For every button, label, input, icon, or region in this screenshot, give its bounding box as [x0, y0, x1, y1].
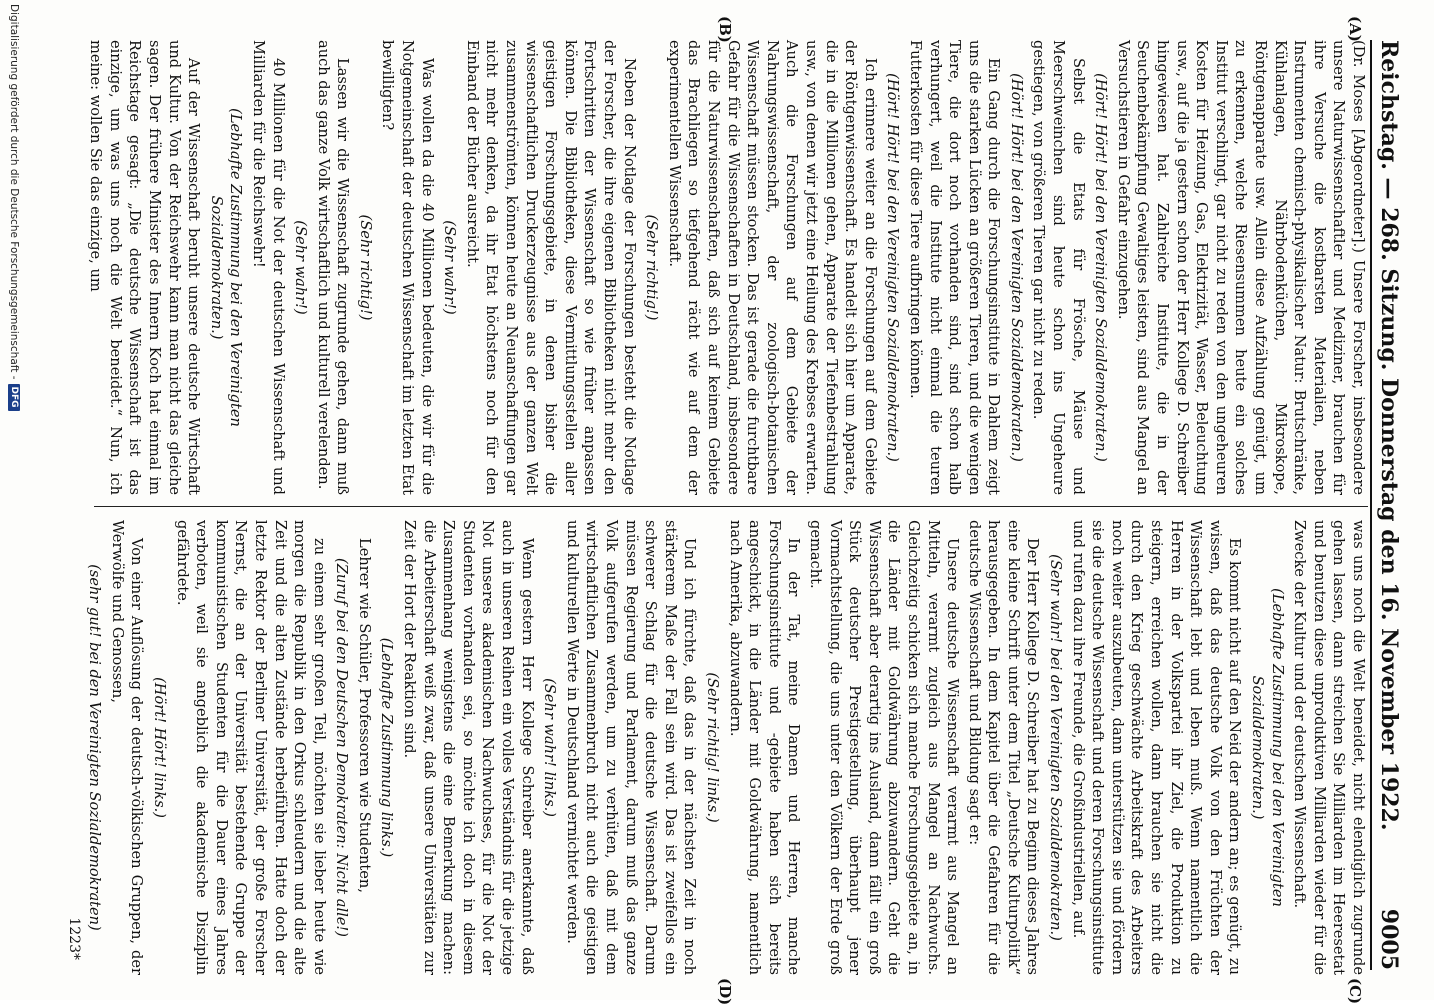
column-divider [94, 506, 1368, 507]
header-title: Reichstag. — 268. Sitzung. Donnerstag den 16. November 1922. [1376, 40, 1402, 831]
interjection: (Sehr wahr!) [441, 220, 459, 315]
paragraph: Lassen wir die Wissenschaft zugrunde gehen, dann muß auch das ganze Volk wirtschaftlich und kulturell verelenden. [314, 40, 352, 495]
paragraph: Ich erinnere weiter an die Forschungen auf dem Gebiete der Röntgenwissenschaft. Es handelt sich hier um Apparate, die in die Millionen gehen, Apparate der Tiefenbestrahlung usw., von denen wir jetzt eine Heilung des Krebses erwarten. Auch die Forschungen auf dem Gebiete der Nahrungswissenschaft, der zoologisch-botanischen Wissenschaft müssen stocken. Das ist gerade die furchtbare Gefahr für die Wissenschaften in Deutschland, insbesondere für die Naturwissenschaften, daß sich auf keinem Gebiete das Brachliegen so tiefgehend rächt wie auf dem der experimentellen Wissenschaft. [665, 40, 879, 495]
paragraph: zu einem sehr großen Teil, möchten sie lieber heute wie morgen die Republik in den Orkus schleudern und die alte Zeit und die alten Zustände herbeiführen. Hatte doch der letzte Rektor der Berliner Universität, der große Forscher Nernst, die an der Universität bestehende Gruppe der kommunistischen Studenten für die Dauer eines Jahres verboten, weil sie angeblich die akademische Disziplin gefährdete. [173, 520, 328, 975]
left-column [87, 40, 1368, 495]
interjection: (Sehr richtig!) [356, 214, 374, 321]
paragraph: Neben der Notlage der Forschungen besteht die Notlage der Forscher, die ihre eigenen Bibliotheken nicht mehr den Fortschritten der Wissenschaft so wie früher anpassen können. Die Bibliotheken, diese Vermittlungsstellen aller geistigen Forschungsgebiete, in denen bisher die wissenschaftlichen Druckerzeugnisse aus der ganzen Welt zusammenströmten, können heute an Neuanschaffungen gar nicht mehr denken, da ihr Etat höchstens noch für den Einband der Bücher ausreicht. [463, 40, 638, 495]
dfg-logo: DFG [8, 384, 20, 411]
paragraph: (Dr. Moses [Abgeordneter].) Unsere Forscher, insbesondere unsere Naturwissenschaftler und Mediziner, brauchen für ihre Versuche die kostbarsten Materialien, neben Instrumenten chemisch-physikalischer Natur: Brutschränke, Kühlanlagen, Nährbodenküchen, Mikroskope, Röntgenapparate usw. Allein diese Aufzählung genügt, um zu erkennen, welche Riesensummen heute ein solches Institut verschlingt, gar nicht zu reden von den ungeheuren Kosten für Heizung, Gas, Elektrizität, Wasser, Beleuchtung usw., auf die ja gestern schon der Herr Kollege D. Schreiber hingewiesen hat. Zahlreiche Institute, die in der Seuchenbekämpfung Gewaltiges leisten, sind aus Mangel an Versuchstieren in Gefahr einzugehen. [1114, 40, 1367, 495]
margin-marker-a: (A) [1346, 16, 1364, 42]
paragraph: was uns noch die Welt beneidet, nicht elendiglich zugrunde gehen lassen, dann streichen Sie Milliarden im Heeresetat und benutzen diese unproduktiven Milliarden wieder für die Zwecke der Kultur und der deutschen Wissenschaft. [1291, 520, 1367, 975]
interjection: (Sehr richtig! links.) [704, 672, 721, 823]
paragraph: Selbst die Etats für Frösche, Mäuse und Meerschweinchen sind heute schon ins Ungeheure gestiegen, von größeren Tieren gar nicht zu reden. [1030, 40, 1087, 495]
paragraph: Es kommt nicht auf den Neid der andern an; es genügt, zu wissen, daß das deutsche Volk von den Früchten der Wissenschaft lebt und leben muß. Wenn namentlich die Herren in der Volkspartei ihr Ziel, die Produktion zu steigern, erreichen wollen, dann brauchen sie nicht die durch den Krieg geschwächte Arbeitskraft des Arbeiters noch weiter auszubeuten, dann unterstützen sie und fördern sie die deutsche Wissenschaft und deren Forschungsinstitute und rufen dazu ihre Freunde, die Großindustriellen, auf. [1069, 520, 1244, 975]
paragraph: Lehrer wie Schüler, Professoren wie Studenten, [355, 538, 373, 893]
interjection: (Lebhafte Zustimmung links.) [378, 637, 396, 858]
paragraph: Von einer Auflösung der deutsch-völkischen Gruppen, der Werwölfe und Genossen, [108, 520, 146, 975]
interjection: (Zuruf bei den Deutschen Demokraten: Nicht alle!) [333, 558, 351, 937]
interjection: (Hört! Hört! bei den Vereinigten Sozialdemokraten.) [1007, 73, 1025, 462]
margin-marker-c: (C) [1346, 978, 1364, 1005]
interjection: (Lebhafte Zustimmung bei den Vereinigten Sozialdemokraten.) [1249, 588, 1286, 907]
interjection: (Sehr richtig!) [643, 214, 661, 321]
page-header [1370, 40, 1416, 970]
paragraph: Ein Gang durch die Forschungsinstitute in Dahlem zeigt uns die starken Lücken an größeren Tieren, und die wenigen Tiere, die dort noch vorhanden sind, sind schon halb verhungert, weil die Institute nicht einmal die teuren Futterkosten für diese Tiere aufbringen können. [906, 40, 1003, 495]
interjection: (Sehr wahr! bei den Vereinigten Sozialdemokraten.) [1047, 554, 1065, 941]
interjection: (Hört! Hört! bei den Vereinigten Sozialdemokraten.) [884, 73, 902, 462]
paragraph: Wenn gestern Herr Kollege Schreiber anerkannte, daß auch in unseren Reihen ein volles Verständnis für die jetzige Not unseres akademischen Nachwuchses, für die Not der Studenten vorhanden sei, so möchte ich doch in diesem Zusammenhang wenigstens die eine Bemerkung machen: die Arbeiterschaft weiß zwar, daß unsere Universitäten zur Zeit der Hort der Reaktion sind. [401, 520, 536, 975]
paragraph: Auf der Wissenschaft beruht unsere deutsche Wirtschaft und Kultur. Von der Reichswehr kann man nicht das gleiche sagen. Der frühere Minister des Innern Koch hat einmal im Reichstage gesagt: „Die deutsche Wissenschaft ist das einzige, um was uns noch die Welt beneidet.“ Nun, ich meine: wollen Sie das einzige, um [87, 40, 203, 495]
interjection: (Lebhafte Zustimmung bei den Vereinigten Sozialdemokraten.) [207, 108, 245, 427]
interjection: (Sehr wahr!) [292, 220, 310, 315]
interjection: (Hört! Hört! bei den Vereinigten Sozialdemokraten.) [1092, 73, 1110, 462]
page-number: 9005 [1376, 908, 1402, 970]
right-column [86, 520, 1368, 975]
digitization-credit [8, 4, 20, 996]
margin-marker-b: (B) [716, 16, 734, 43]
quoted-paragraph: Unsere deutsche Wissenschaft verarmt aus Mangel an Mitteln, verarmt zugleich aus Mangel an Nachwuchs. Gleichzeitig schicken sich manche Forschungsgebiete an, in die Länder mit Goldwährung abzuwandern. Geht die Wissenschaft aber derartig ins Ausland, dann fällt ein groß Stück deutscher Prestigestellung, überhaupt jener Vormachtstellung, die uns unter den Völkern der Erde groß gemacht. [806, 520, 962, 975]
paragraph: Und ich fürchte, daß das in der nächsten Zeit in noch stärkerem Maße der Fall sein wird. Das ist zweifellos ein schwerer Schlag für die deutsche Wissenschaft. Darum müssen Regierung und Parlament, darum muß das ganze Volk aufgerufen werden, um zu verhüten, daß mit dem wirtschaftlichen Zusammenbruch nicht auch die geistigen und kulturellen Werte in Deutschland vernichtet werden. [563, 520, 699, 975]
paragraph: In der Tat, meine Damen und Herren, manche Forschungsinstitute und -gebiete haben sich bereits angeschickt, in die Länder mit Goldwährung, namentlich nach Amerika, abzuwandern. [726, 520, 803, 975]
interjection: (Hört! Hört! links.) [150, 677, 168, 818]
paragraph: Der Herr Kollege D. Schreiber hat zu Beginn dieses Jahres eine kleine Schrift unter dem Titel „Deutsche Kulturpolitik“ herausgegeben. In dem Kapitel über die Gefahren für die deutsche Wissenschaft und Bildung sagt er: [965, 520, 1042, 975]
signature-mark: 1223* [66, 917, 82, 960]
margin-marker-d: (D) [716, 978, 734, 1005]
credit-text: Digitalisierung gefördert durch die Deutsche Forschungsgemeinschaft - [8, 4, 20, 380]
paragraph: Was wollen da die 40 Millionen bedeuten, die wir für die Notgemeinschaft der deutschen Wissenschaft im letzten Etat bewilligten? [379, 40, 436, 495]
interjection: (Sehr wahr! links.) [541, 678, 559, 817]
interjection: (sehr gut! bei den Vereinigten Sozialdemokraten) [86, 564, 104, 931]
paragraph: 40 Millionen für die Not der deutschen Wissenschaft und Milliarden für die Reichswehr! [249, 40, 287, 495]
